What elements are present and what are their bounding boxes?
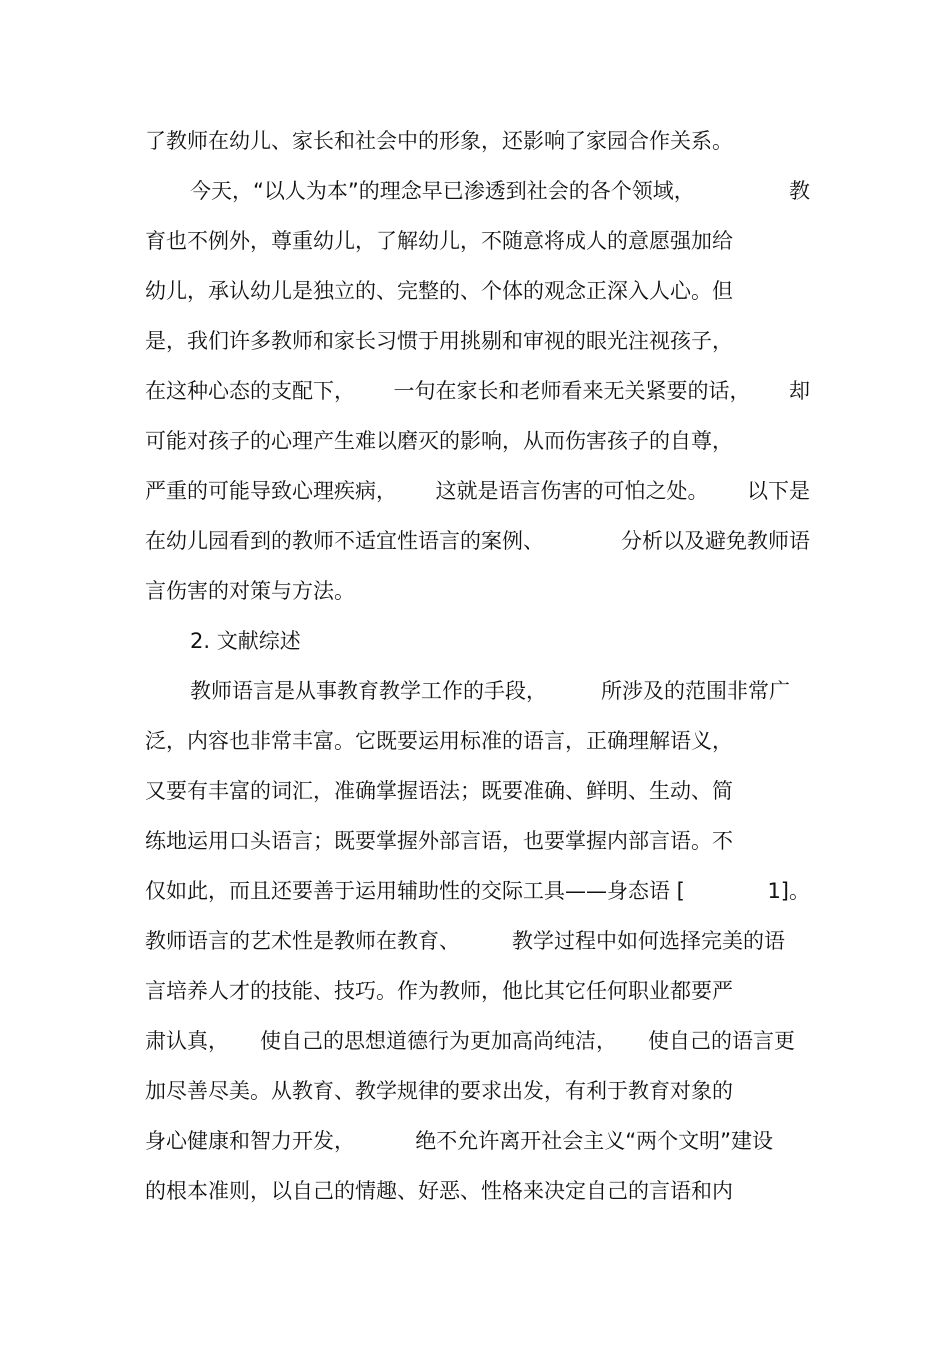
text-segment: 教师语言的艺术性是教师在教育、 [145, 929, 460, 953]
text-line-19 [145, 1021, 795, 1061]
citation-text: 1]。 [767, 879, 810, 903]
text-segment: 这就是语言伤害的可怕之处。 [435, 479, 709, 503]
section-heading [190, 621, 855, 661]
text-segment: 严重的可能导致心理疾病， [145, 479, 397, 503]
text-line-14 [145, 771, 810, 811]
text-line-4 [145, 271, 810, 311]
text-line-10 [145, 571, 810, 611]
text-segment: 使自己的思想道德行为更加高尚纯洁， [260, 1029, 617, 1053]
section-heading-text: 2. 文献综述 [190, 629, 301, 653]
text-line-9 [145, 521, 810, 561]
text-segment: 以下是 [747, 479, 810, 503]
text-line-17 [145, 921, 785, 961]
text-segment: 了教师在幼儿、家长和社会中的形象，还影响了家园合作关系。 [145, 129, 733, 153]
text-segment: 所涉及的范围非常广 [601, 679, 790, 703]
text-line-20 [145, 1071, 810, 1111]
text-line-18 [145, 971, 810, 1011]
text-line-15 [145, 821, 810, 861]
text-segment: 教 [789, 179, 810, 203]
text-segment: 分析以及避免教师语 [621, 529, 810, 553]
text-segment: 练地运用口头语言；既要掌握外部言语，也要掌握内部言语。不 [145, 829, 733, 853]
text-segment: 绝不允许离开社会主义“两个文明”建设 [415, 1129, 773, 1153]
text-segment: 幼儿，承认幼儿是独立的、完整的、个体的观念正深入人心。但 [145, 279, 733, 303]
text-line-7 [145, 421, 810, 461]
text-line-1 [145, 121, 810, 161]
text-segment: 在幼儿园看到的教师不适宜性语言的案例、 [145, 529, 544, 553]
text-line-22 [145, 1171, 810, 1211]
text-segment: 可能对孩子的心理产生难以磨灭的影响，从而伤害孩子的自尊， [145, 429, 733, 453]
text-segment: 育也不例外，尊重幼儿，了解幼儿，不随意将成人的意愿强加给 [145, 229, 733, 253]
text-segment: 仅如此，而且还要善于运用辅助性的交际工具——身态语 [ [145, 879, 685, 903]
text-segment: 教学过程中如何选择完美的语 [512, 929, 785, 953]
text-line-16 [145, 871, 810, 911]
text-line-21 [145, 1121, 773, 1161]
text-segment: 一句在家长和老师看来无关紧要的话， [393, 379, 751, 403]
text-segment: 言伤害的对策与方法。 [145, 579, 355, 603]
text-line-12 [190, 671, 790, 711]
text-line-3 [145, 221, 810, 261]
text-line-6 [145, 371, 810, 411]
text-line-8 [145, 471, 810, 511]
text-segment: 身心健康和智力开发， [145, 1129, 355, 1153]
text-segment: 今天，“以人为本”的理念早已渗透到社会的各个领域， [190, 179, 695, 203]
text-segment: 使自己的语言更 [648, 1029, 795, 1053]
text-line-13 [145, 721, 810, 761]
text-segment: 是，我们许多教师和家长习惯于用挑剔和审视的眼光注视孩子， [145, 329, 733, 353]
text-line-5 [145, 321, 810, 361]
text-segment: 的根本准则，以自己的情趣、好恶、性格来决定自己的言语和内 [145, 1179, 733, 1203]
text-segment: 加尽善尽美。从教育、教学规律的要求出发，有利于教育对象的 [145, 1079, 733, 1103]
text-segment: 言培养人才的技能、技巧。作为教师，他比其它任何职业都要严 [145, 979, 733, 1003]
text-segment: 教师语言是从事教育教学工作的手段， [190, 679, 547, 703]
text-segment: 泛，内容也非常丰富。它既要运用标准的语言，正确理解语义， [145, 729, 733, 753]
text-segment: 却 [789, 379, 810, 403]
text-segment: 肃认真， [145, 1029, 229, 1053]
text-line-2 [190, 171, 810, 211]
text-segment: 又要有丰富的词汇，准确掌握语法；既要准确、鲜明、生动、简 [145, 779, 733, 803]
text-segment: 在这种心态的支配下， [145, 379, 355, 403]
